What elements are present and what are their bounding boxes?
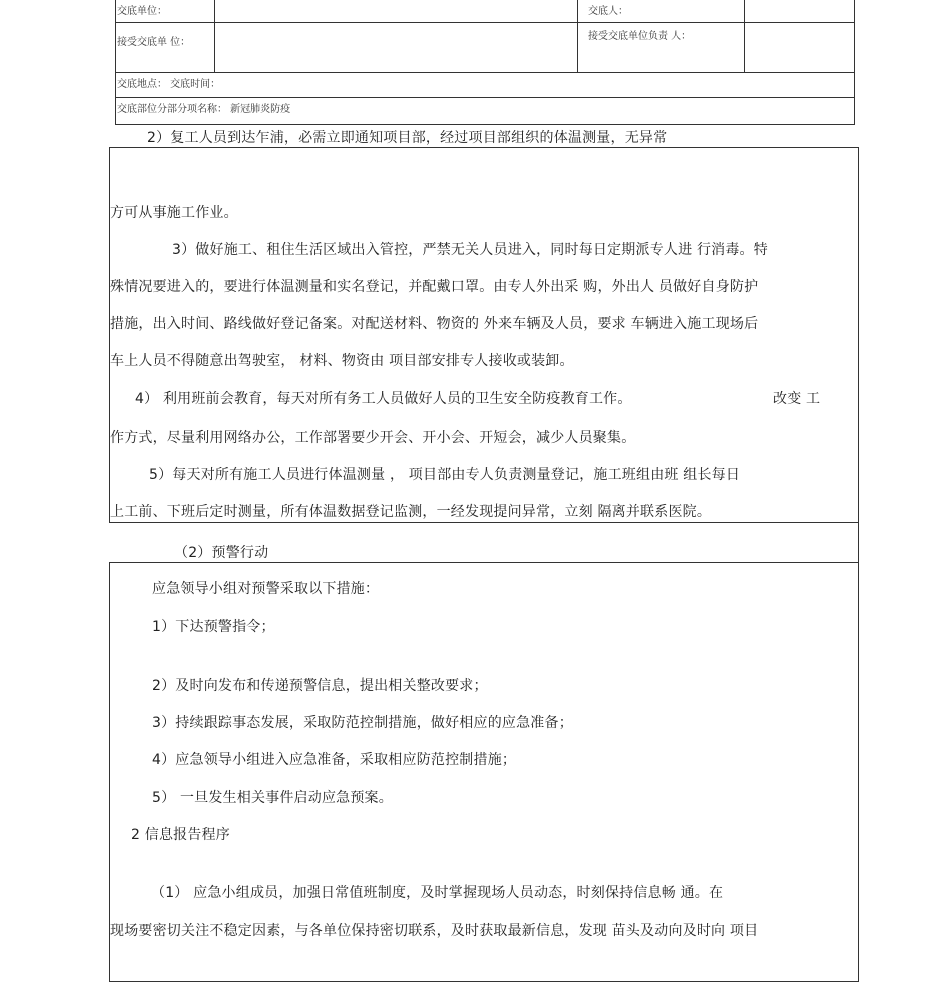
item-2-line: 2）复工人员到达乍浦，必需立即通知项目部，经过项目部组织的体温测量，无异常 bbox=[147, 130, 668, 146]
place-time-label: 交底地点： 交底时间： bbox=[117, 79, 221, 90]
item-5-line-1: 5）每天对所有施工人员进行体温测量 ， 项目部由专人负责测量登记，施工班组由班 组长每日 bbox=[149, 467, 741, 483]
info-item-1-line-2: 现场要密切关注不稳定因素，与各单位保持密切联系，及时获取最新信息，发现 苗头及动向及时向 项目 bbox=[110, 923, 759, 939]
receiving-unit-label: 接受交底单 位： bbox=[117, 37, 191, 48]
item-2-continued: 方可从事施工作业。 bbox=[110, 205, 238, 221]
table-rule bbox=[577, 0, 578, 72]
info-item-1-line-1: （1） 应急小组成员，加强日常值班制度，及时掌握现场人员动态，时刻保持信息畅 通。在 bbox=[151, 885, 724, 901]
warning-item-2: 2）及时向发布和传递预警信息，提出相关整改要求； bbox=[152, 678, 488, 694]
item-4-line-1-tail: 改变 工 bbox=[773, 391, 821, 407]
discloser-label: 交底人： bbox=[588, 6, 628, 17]
warning-item-1: 1）下达预警指令； bbox=[152, 619, 275, 635]
header-table bbox=[115, 0, 855, 125]
info-report-heading: 2 信息报告程序 bbox=[131, 827, 230, 843]
disclosing-unit-label: 交底单位： bbox=[117, 6, 167, 17]
receiving-leader-label: 接受交底单位负责 人： bbox=[588, 31, 692, 42]
warning-item-3: 3）持续跟踪事态发展，采取防范控制措施，做好相应的应急准备； bbox=[152, 715, 573, 731]
table-rule bbox=[116, 97, 854, 98]
table-rule bbox=[214, 0, 215, 72]
warning-action-heading: （2）预警行动 bbox=[174, 545, 269, 561]
item-4-line-1: 4） 利用班前会教育，每天对所有务工人员做好人员的卫生安全防疫教育工作。 bbox=[135, 391, 632, 407]
item-3-line-1: 3）做好施工、租住生活区域出入管控，严禁无关人员进入，同时每日定期派专人进 行消毒。特 bbox=[172, 242, 768, 258]
table-rule bbox=[116, 72, 854, 73]
item-3-line-3: 措施，出入时间、路线做好登记备案。对配送材料、物资的 外来车辆及人员，要求 车辆进入施工现场后 bbox=[110, 316, 759, 332]
warning-item-5: 5） 一旦发生相关事件启动应急预案。 bbox=[152, 790, 393, 806]
project-name-label: 交底部位分部分项名称： 新冠肺炎防疫 bbox=[117, 104, 291, 115]
item-3-line-2: 殊情况要进入的，要进行体温测量和实名登记，并配戴口罩。由专人外出采 购，外出人 员做好自身防护 bbox=[110, 279, 759, 295]
item-5-line-2: 上工前、下班后定时测量，所有体温数据登记监测，一经发现提问异常，立刻 隔离并联系医院。 bbox=[110, 504, 712, 520]
item-3-line-4: 车上人员不得随意出驾驶室， 材料、物资由 项目部安排专人接收或装卸。 bbox=[110, 353, 574, 369]
item-4-line-2: 作方式，尽量利用网络办公，工作部署要少开会、开小会、开短会，减少人员聚集。 bbox=[110, 430, 636, 446]
table-rule bbox=[744, 0, 745, 72]
warning-item-4: 4）应急领导小组进入应急准备，采取相应防范控制措施； bbox=[152, 752, 517, 768]
warning-intro: 应急领导小组对预警采取以下措施： bbox=[152, 581, 380, 597]
side-rule bbox=[858, 523, 859, 563]
